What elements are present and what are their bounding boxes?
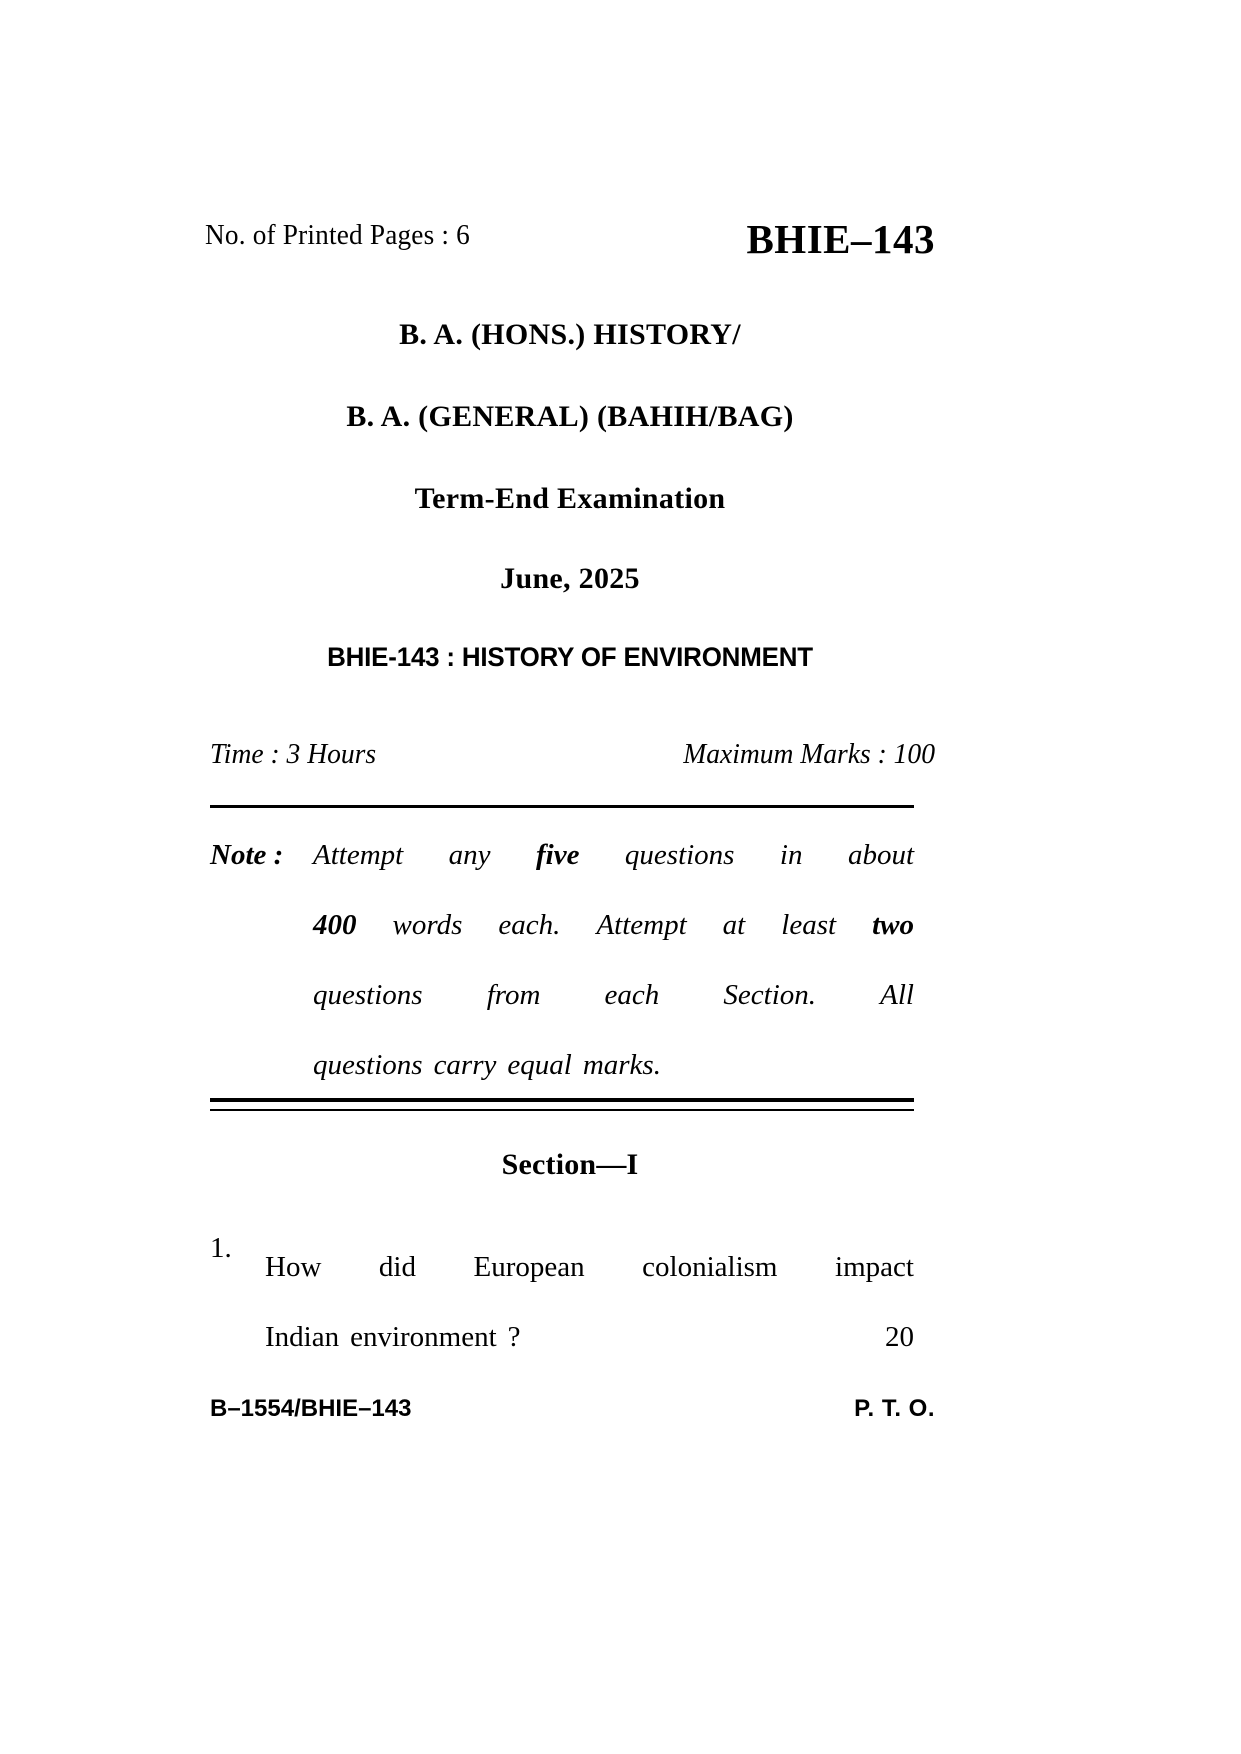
note-word: questions [313, 1049, 423, 1081]
note-word: 400 [313, 909, 357, 941]
note-word: Attempt [313, 839, 404, 871]
question-marks: 20 [885, 1321, 914, 1353]
note-word: least [781, 909, 837, 941]
note-line-2 [210, 890, 914, 960]
note-word: at [722, 909, 746, 941]
exam-duration: Time : 3 Hours [210, 738, 377, 770]
note-word: about [847, 839, 914, 871]
note-word: All [880, 979, 914, 1011]
question-number: 1. [210, 1232, 232, 1264]
note-word: marks. [582, 1049, 661, 1081]
note-label: Note : [210, 839, 284, 871]
programme-title-line-2: B. A. (GENERAL) (BAHIH/BAG) [346, 400, 794, 433]
question-word: Indian [265, 1321, 340, 1353]
exam-title-block [205, 320, 935, 673]
page-header [205, 215, 935, 267]
note-word: equal [507, 1049, 572, 1081]
examination-type: Term-End Examination [414, 482, 726, 515]
note-words-1 [313, 820, 914, 890]
note-word: Section. [723, 979, 817, 1011]
horizontal-rule-top [210, 805, 914, 808]
note-line-1 [210, 820, 914, 890]
note-words-4 [313, 1030, 914, 1100]
note-word: questions [313, 979, 423, 1011]
note-word: each. [498, 909, 561, 941]
note-line-3 [210, 960, 914, 1030]
note-word: any [448, 839, 491, 871]
note-word: words [392, 909, 463, 941]
section-heading: Section—I [501, 1148, 639, 1181]
question-word: did [378, 1251, 416, 1283]
paper-code: BHIE–143 [746, 216, 935, 262]
question-word: ? [507, 1321, 521, 1353]
note-word: carry [433, 1049, 497, 1081]
note-word: Attempt [596, 909, 687, 941]
note-line-4 [210, 1030, 914, 1100]
exam-meta-row [210, 738, 935, 778]
note-word: questions [624, 839, 735, 871]
question-word: colonialism [642, 1251, 778, 1283]
question-body [265, 1232, 914, 1372]
question-word: environment [350, 1321, 497, 1353]
printed-pages-label: No. of Printed Pages : 6 [205, 219, 470, 251]
note-word: each [604, 979, 660, 1011]
maximum-marks: Maximum Marks : 100 [683, 738, 935, 770]
note-words-2 [313, 890, 914, 960]
note-word: five [535, 839, 580, 871]
footer-paper-reference: B–1554/BHIE–143 [210, 1395, 412, 1422]
note-words-3 [313, 960, 914, 1030]
question-line-2 [265, 1302, 914, 1372]
footer-pto: P. T. O. [854, 1395, 935, 1422]
note-word: two [872, 909, 914, 941]
note-word: from [486, 979, 541, 1011]
programme-title-line-1: B. A. (HONS.) HISTORY/ [399, 318, 741, 351]
question-line-1 [265, 1232, 914, 1302]
page-footer [210, 1395, 935, 1435]
note-word: in [779, 839, 803, 871]
examination-session: June, 2025 [500, 562, 640, 595]
question-word: impact [835, 1251, 914, 1283]
course-subject-title: BHIE-143 : HISTORY OF ENVIRONMENT [327, 642, 813, 672]
instructions-note [210, 820, 914, 1100]
question-word: European [473, 1251, 585, 1283]
horizontal-rule-double [210, 1098, 914, 1111]
question-word: How [265, 1251, 322, 1283]
